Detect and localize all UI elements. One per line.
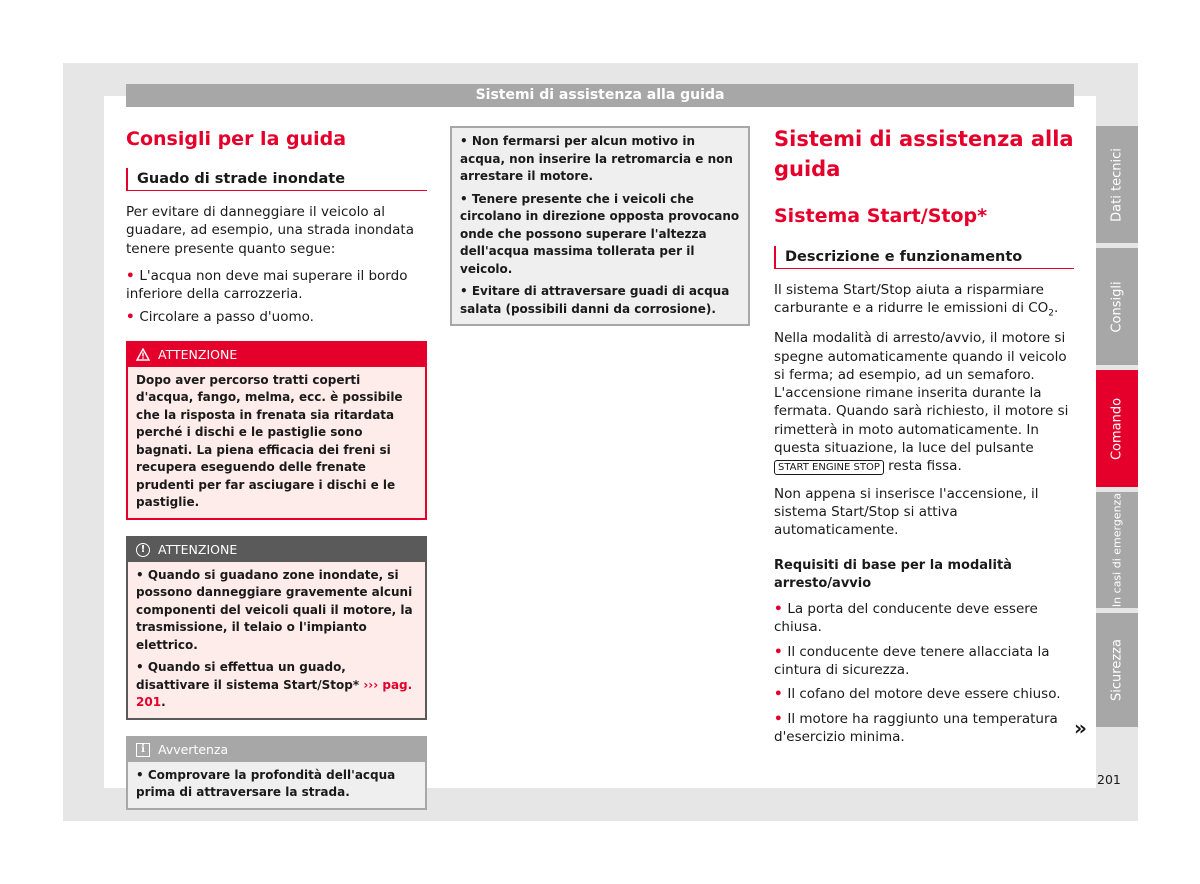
tab-sicurezza[interactable]: Sicurezza <box>1096 613 1138 727</box>
warning-box-2 <box>126 536 427 720</box>
requirements-heading: Requisiti di base per la modalità arresto/avvio <box>774 557 1012 591</box>
page-number: 201 <box>1097 772 1121 787</box>
page-link[interactable]: pag. 201 <box>136 677 413 710</box>
column-1 <box>126 120 427 810</box>
warning-bullet: • Quando si effettua un guado, disattivare il sistema Start/Stop* ››› pag. 201. <box>136 660 413 710</box>
intro-paragraph: Per evitare di danneggiare il veicolo al guadare, ad esempio, una strada inondata tenere presente quanto segue: <box>126 204 414 257</box>
list-item: • Il cofano del motore deve essere chiuso. <box>774 686 1061 703</box>
note-label: Avvertenza <box>158 741 229 757</box>
warning-label: ATTENZIONE <box>158 346 238 362</box>
warning-bullet: • Tenere presente che i veicoli che circolano in direzione opposta provocano onde che possono superare l'altezza dell'acqua massima tollerata per il veicolo. <box>460 191 740 276</box>
warning-header-2 <box>128 538 425 562</box>
list-item: • Circolare a passo d'uomo. <box>126 309 314 326</box>
tab-in-casi-di-emergenza[interactable]: In casi di emergenza <box>1096 492 1138 608</box>
warning-body-2 <box>128 562 425 718</box>
warning-header <box>128 343 425 367</box>
start-engine-stop-button-label: START ENGINE STOP <box>774 460 884 475</box>
warning-bullet: • Quando si guadano zone inondate, si possono danneggiare gravemente alcuni componenti del veicoli quali il motore, la trasmissione, il telaio o l'impianto elettrico. <box>136 567 413 652</box>
tab-consigli[interactable]: Consigli <box>1096 248 1138 365</box>
paragraph: Non appena si inserisce l'accensione, il sistema Start/Stop si attiva automaticamente. <box>774 485 1039 539</box>
tab-dati-tecnici[interactable]: Dati tecnici <box>1096 126 1138 243</box>
note-header <box>128 738 425 762</box>
warning-box <box>126 341 427 520</box>
paragraph: Nella modalità di arresto/avvio, il motore si spegne automaticamente quando il veicolo si ferma; ad esempio, ad un semaforo. L'accensione rimane inserita durante la fermata. Quando sarà richiesto, il motore si rimetterà in moto automaticamente. In questa situazione, la luce del pulsante START ENGINE STOP resta fissa. <box>774 330 1069 475</box>
section-title: Sistema Start/Stop* <box>774 205 988 227</box>
continued-warning-box <box>450 126 750 326</box>
warning-triangle-icon <box>136 348 150 361</box>
warning-bullet: • Non fermarsi per alcun motivo in acqua, non inserire la retromarcia e non arrestare il motore. <box>460 134 733 183</box>
info-icon: i <box>136 743 150 757</box>
note-text: • Comprovare la profondità dell'acqua prima di attraversare la strada. <box>136 767 396 800</box>
subsection-heading: Guado di strade inondate <box>126 168 427 191</box>
column-3 <box>774 120 1074 746</box>
chapter-header: Sistemi di assistenza alla guida <box>126 84 1074 107</box>
exclamation-circle-icon: ! <box>136 543 150 557</box>
warning-label-2: ATTENZIONE <box>158 541 238 557</box>
list-item: • L'acqua non deve mai superare il bordo inferiore della carrozzeria. <box>126 267 408 303</box>
section-title: Consigli per la guida <box>126 128 347 150</box>
tab-comando[interactable]: Comando <box>1096 370 1138 487</box>
warning-text: Dopo aver percorso tratti coperti d'acqua, fango, melma, ecc. è possibile che la risposta in frenata sia ritardata perché i dischi e le pastiglie sono bagnati. La piena efficacia dei freni si recupera eseguendo delle frenate prudenti per far asciugare i dischi e le pastiglie. <box>136 372 403 510</box>
paragraph: Il sistema Start/Stop aiuta a risparmiare carburante e a ridurre le emissioni di $CO_2$. <box>774 282 1059 319</box>
list-item: • La porta del conducente deve essere chiusa. <box>774 601 1038 636</box>
continue-arrow-icon: » <box>1074 716 1087 740</box>
chapter-title: Sistemi di assistenza alla guida <box>774 127 1074 181</box>
warning-bullet: • Evitare di attraversare guadi di acqua salata (possibili danni da corrosione). <box>460 284 730 316</box>
subsection-heading: Descrizione e funzionamento <box>774 246 1074 269</box>
list-item: • Il conducente deve tenere allacciata la cintura di sicurezza. <box>774 643 1050 679</box>
column-2 <box>450 126 750 326</box>
list-item: • Il motore ha raggiunto una temperatura d'esercizio minima. <box>774 710 1058 745</box>
note-box <box>126 736 427 810</box>
